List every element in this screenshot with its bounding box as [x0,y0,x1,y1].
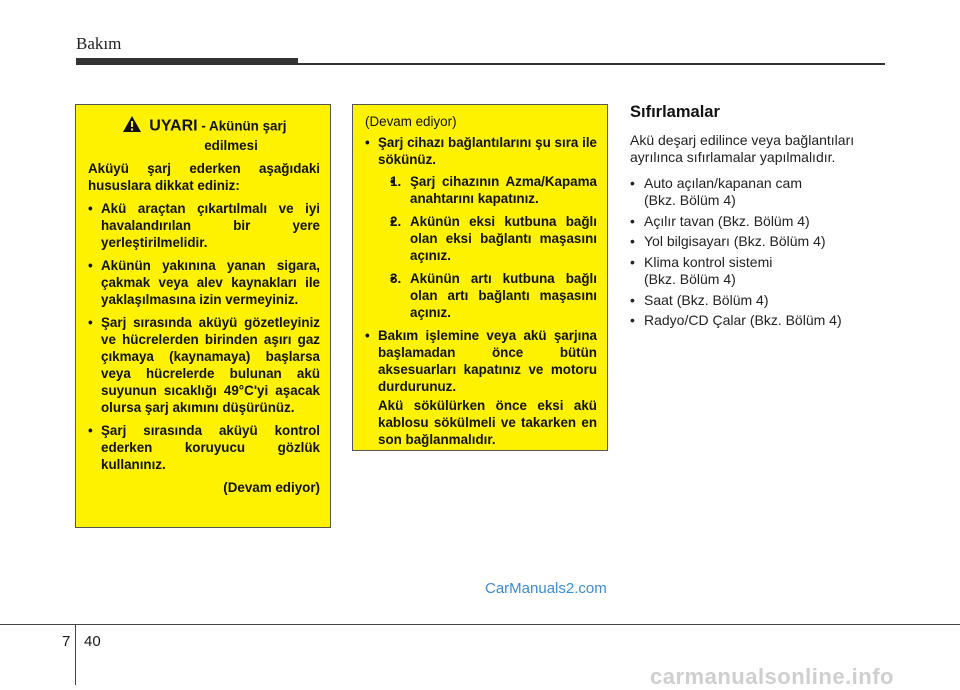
section-intro: Akü deşarj edilince veya bağlantıları ayrılınca sıfırlamalar yapılmalıdır. [630,131,855,165]
list-item-text: Bakım işlemine veya akü şarjına başlamadan önce bütün aksesuarları kapatınız ve motoru durdurunuz. [378,328,597,394]
warning-subtitle: - Akünün şarj [201,118,287,134]
section-title: Sıfırlamalar [630,103,720,121]
list-item-ref: (Bkz. Bölüm 4) [644,192,736,208]
list-item: • Şarj sırasında aküyü kontrol ederken koruyucu gözlük kullanınız. [88,422,320,473]
step-item [390,213,597,264]
watermark-link[interactable]: CarManuals2.com [485,580,607,597]
list-item-text: Açılır tavan (Bkz. Bölüm 4) [644,212,810,229]
list-item-text: Yol bilgisayarı (Bkz. Bölüm 4) [644,233,826,249]
list-item-text: Şarj cihazı bağlantılarını şu sıra ile sökünüz. [378,135,597,167]
list-item: • Akü araçtan çıkartılmalı ve iyi havalandırılan bir yere yerleştirilmelidir. [88,200,320,251]
step-text: Akünün artı kutbuna bağlı olan artı bağlantı maşasını açınız. [410,271,597,320]
chapter-number: 7 [62,633,71,650]
page-number: 40 [84,633,101,650]
warning-subtitle-line2: edilmesi [204,138,258,153]
step-text: Şarj cihazının Azma/Kapama anahtarını kapatınız. [410,174,597,206]
note-text: Akü sökülürken önce eksi akü kablosu sökülmeli ve takarken en son bağlanmalıdır. [378,398,597,447]
step-item [390,270,597,321]
list-item [630,233,886,251]
warning-list [88,200,320,473]
list-item [630,213,886,231]
list-item [630,254,886,289]
list-item [365,327,597,448]
list-item: • Akünün yakınına yanan sigara, çakmak veya alev kaynakları ile yaklaşılmasına izin vermeyiniz. [88,257,320,308]
warning-list-2 [365,134,597,448]
list-item [630,292,886,310]
warning-box-continued [352,104,608,451]
step-text: Akünün eksi kutbuna bağlı olan eksi bağlantı maşasını açınız. [410,214,597,263]
reset-section [630,104,886,333]
footer-rule [0,624,960,625]
page-header-title: Bakım [76,34,122,53]
list-item-ref: (Bkz. Bölüm 4) [644,271,736,287]
list-item [365,134,597,321]
reset-list [630,175,886,330]
list-item [630,312,886,330]
steps-list [378,173,597,321]
list-item-text: Saat (Bkz. Bölüm 4) [644,291,769,308]
warning-box [75,104,331,528]
list-item-text: Auto açılan/kapanan cam [644,174,802,191]
step-item [390,173,597,207]
list-item-text: Radyo/CD Çalar (Bkz. Bölüm 4) [644,312,842,328]
header-rule [76,63,885,65]
list-item: • Şarj sırasında aküyü gözetleyiniz ve hücrelerden birinden aşırı gaz çıkmaya (kaynamaya) başlarsa veya hücrelerde bulunan akü suyunun sıcaklığı 49°C'yi aşacak olursa şarj akımını düşürünüz. [88,314,320,416]
watermark-bottom: carmanualsonline.info [650,664,894,689]
step-number: • 2. [390,214,402,229]
continued-label-top: (Devam ediyor) [365,114,457,129]
continued-label: (Devam ediyor) [223,480,320,495]
step-number: • 3. [390,271,402,286]
warning-title [88,115,320,154]
warning-triangle-icon [122,115,142,137]
warning-intro: Aküyü şarj ederken aşağıdaki hususlara dikkat ediniz: [88,161,320,193]
footer-divider [75,624,76,685]
list-item [630,175,886,210]
list-item-text: Klima kontrol sistemi [644,253,773,270]
step-number: • 1. [390,174,402,189]
warning-label: UYARI [149,117,198,135]
